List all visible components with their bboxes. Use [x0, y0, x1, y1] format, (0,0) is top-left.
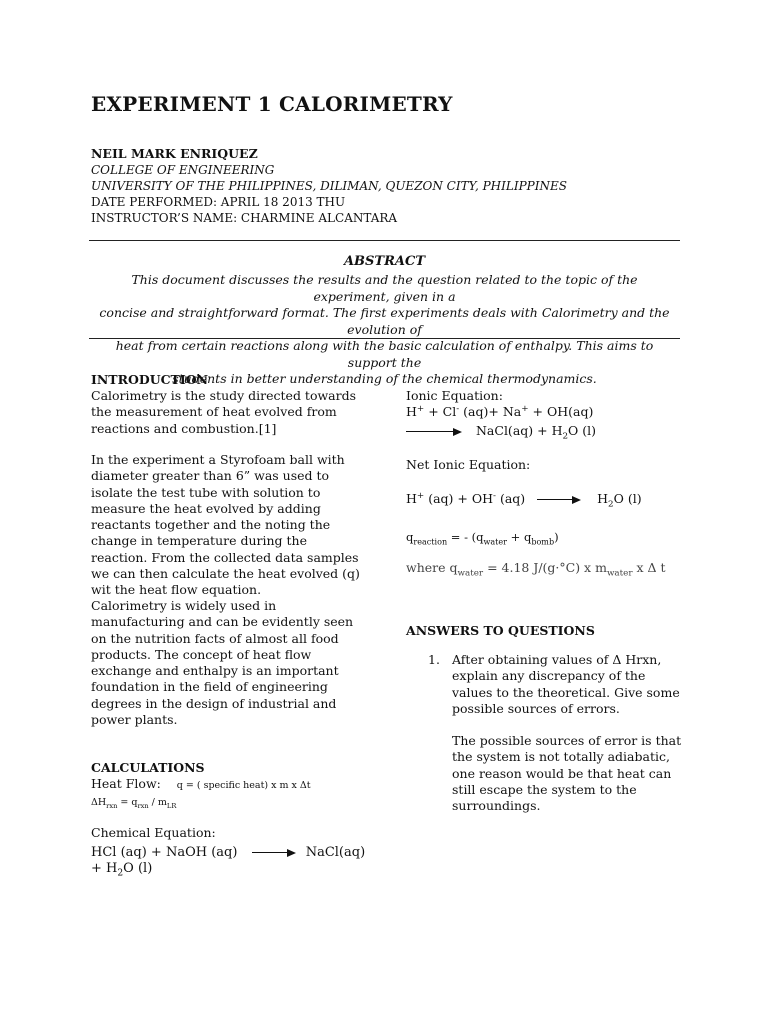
chemical-equation-continued: + $H_2O$ (l): [91, 861, 153, 879]
college: COLLEGE OF ENGINEERING: [91, 163, 275, 177]
introduction-paragraph-1: Calorimetry is the study directed towards the measurement of heat evolved from reactions and combustion.[1]: [91, 388, 357, 436]
answers-heading: ANSWERS TO QUESTIONS: [406, 623, 595, 638]
question-item: [406, 652, 682, 815]
introduction-heading: INTRODUCTION: [91, 372, 209, 387]
abstract-heading: ABSTRACT: [343, 254, 426, 269]
abstract-line: students in better understanding of the chemical thermodynamics.: [172, 371, 597, 386]
heat-flow-label: Heat Flow:: [91, 776, 161, 791]
ionic-equation-reactants: H+ + Cl- (aq)+ Na+ + OH(aq): [406, 403, 594, 419]
q-water-equation: where $q_{water} = 4.18$ J/(g·°C) x $m_{water}$ x Δ t: [406, 560, 666, 579]
abstract-line: heat from certain reactions along with the basic calculation of enthalpy. This aims to support the: [115, 338, 654, 370]
net-ionic-equation: H+ (aq) + OH- (aq) $H_2O$ (l): [406, 490, 642, 510]
abstract-line: This document discusses the results and the question related to the topic of the experiment, given in a: [131, 272, 638, 304]
enthalpy-equation: $\Delta H_{rxn} = q_{rxn} / m_{LR}$: [91, 797, 177, 810]
divider-bottom: [89, 338, 680, 339]
reaction-arrow-icon: [537, 496, 581, 504]
document-title: EXPERIMENT 1 CALORIMETRY: [91, 92, 453, 116]
answer-text: The possible sources of error is that the system is not totally adiabatic, one reason would be that heat can still escape the system to the surroundings.: [452, 733, 682, 814]
reaction-arrow-icon: [406, 428, 462, 436]
reactants: HCl (aq) + NaOH (aq): [91, 845, 238, 860]
question-number: 1.: [428, 652, 440, 667]
q-reaction-equation: $q_{reaction}$ = - $(q_{water} + q_{bomb})$: [406, 530, 559, 547]
abstract-line: concise and straightforward format. The first experiments deals with Calorimetry and the evolution of: [99, 305, 670, 337]
net-ionic-equation-label: Net Ionic Equation:: [406, 457, 531, 472]
instructor-name: INSTRUCTOR’S NAME: CHARMINE ALCANTARA: [91, 211, 398, 225]
university: UNIVERSITY OF THE PHILIPPINES, DILIMAN, QUEZON CITY, PHILIPPINES: [91, 179, 567, 193]
introduction-paragraph-2: In the experiment a Styrofoam ball with diameter greater than 6” was used to isolate the test tube with solution to measure the heat evolved by adding reactants together and the noting the change in temperature during the reaction. From the collected data samples we can then calculate the heat evolved (q) wit the heat flow equation.: [91, 452, 360, 598]
abstract-body: [92, 272, 677, 388]
calculations-heading: CALCULATIONS: [91, 760, 205, 775]
chemical-equation: [91, 845, 366, 861]
ionic-equation-label: Ionic Equation:: [406, 388, 503, 403]
chemical-equation-label: Chemical Equation:: [91, 825, 216, 840]
divider-top: [89, 240, 680, 241]
ionic-equation-products: NaCl(aq) + $H_2O$ (l): [406, 423, 706, 439]
heat-flow-equation: [91, 776, 366, 794]
introduction-paragraph-3: Calorimetry is widely used in manufacturing and can be evidently seen on the nutrition facts of almost all food products. The concept of heat flow exchange and enthalpy is an important foundation in the field of engineering degrees in the design of industrial and power plants.: [91, 598, 354, 728]
products: NaCl(aq): [305, 845, 366, 860]
question-text: After obtaining values of Δ Hrxn, explain any discrepancy of the values to the theoretical. Give some possible sources of errors.: [452, 652, 680, 716]
heat-flow-formula: q = ( specific heat) x m x Δt: [176, 780, 311, 791]
question-list: [406, 652, 682, 815]
reaction-arrow-icon: [252, 849, 296, 857]
author-name: NEIL MARK ENRIQUEZ: [91, 146, 258, 161]
date-performed: DATE PERFORMED: APRIL 18 2013 THU: [91, 195, 346, 209]
